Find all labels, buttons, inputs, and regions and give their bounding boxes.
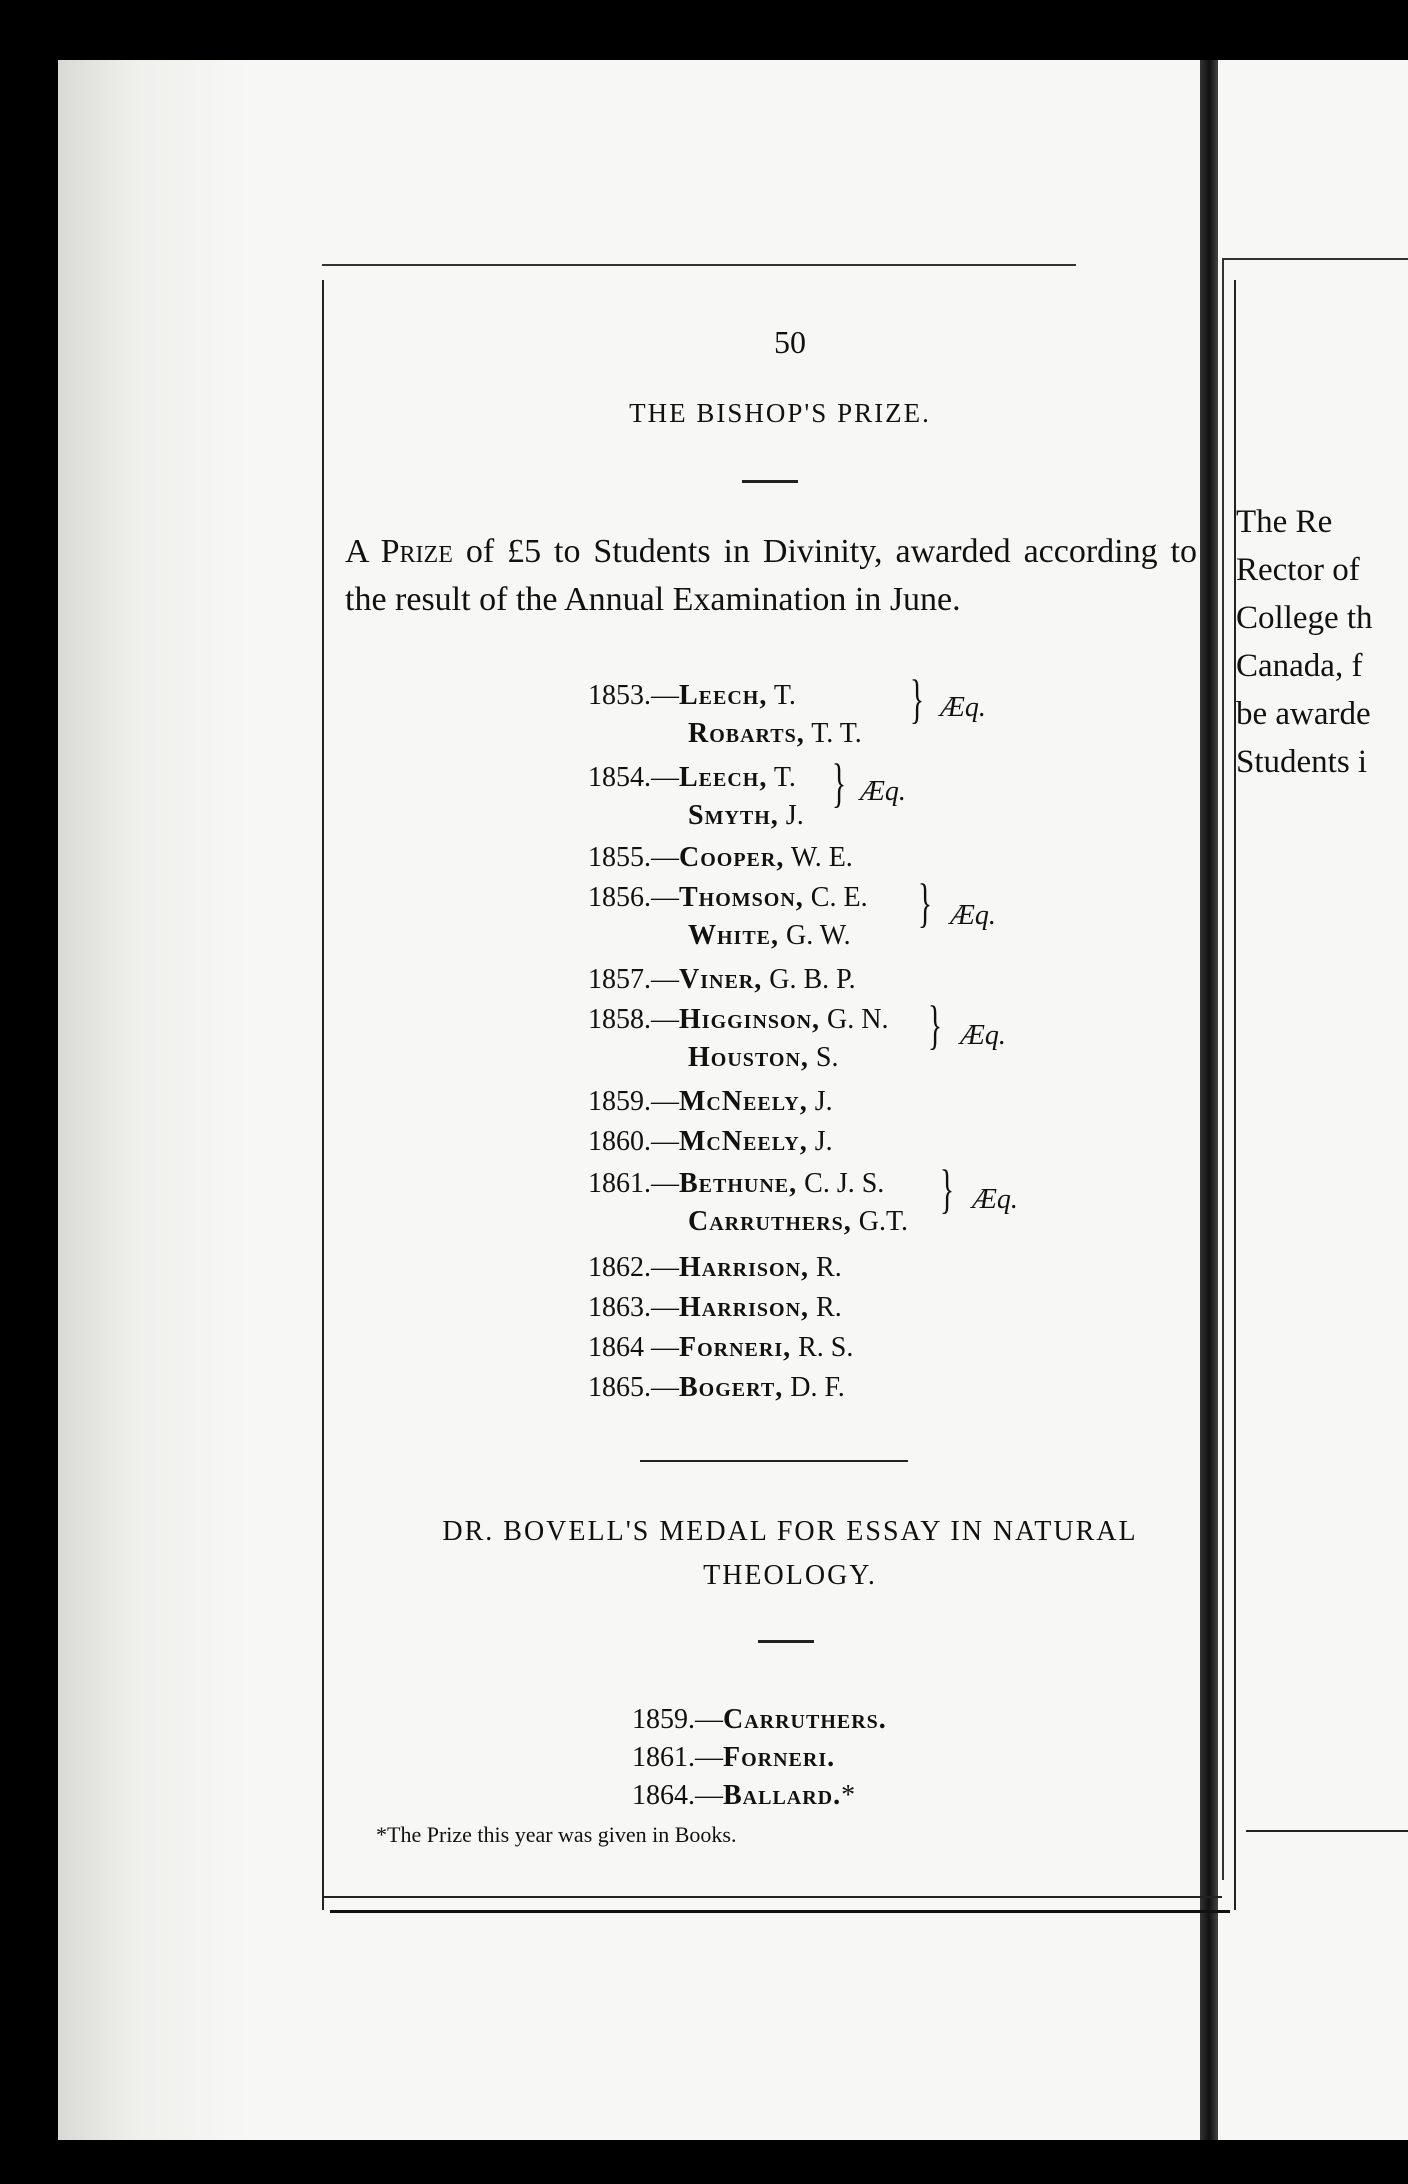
brace: }	[909, 669, 925, 729]
list-item: 1861.—Bethune, C. J. S.	[588, 1168, 885, 1199]
page-edge-shading	[58, 60, 248, 2140]
list-item: White, G. W.	[688, 920, 851, 951]
frame-bottom-rule-shadow	[330, 1910, 1230, 1913]
frame-top-rule	[322, 264, 1076, 266]
section-title: THE BISHOP'S PRIZE.	[629, 398, 931, 428]
list-item: 1863.—Harrison, R.	[588, 1292, 842, 1323]
medal-title	[380, 1510, 1200, 1598]
medal-title-divider	[758, 1640, 814, 1643]
list-item: Robarts, T. T.	[688, 718, 862, 749]
list-item: 1857.—Viner, G. B. P.	[588, 964, 856, 995]
list-item: 1864 —Forneri, R. S.	[588, 1332, 854, 1363]
list-item: 1864.—Ballard.*	[632, 1780, 856, 1811]
list-item: 1853.—Leech, T.	[588, 680, 796, 711]
list-item: 1854.—Leech, T.	[588, 762, 796, 793]
title-divider	[742, 480, 798, 483]
facing-page-frame	[1222, 260, 1408, 1880]
list-item: 1858.—Higginson, G. N.	[588, 1004, 889, 1035]
list-item: 1855.—Cooper, W. E.	[588, 842, 853, 873]
facing-text-line: Canada, f	[1236, 648, 1363, 684]
list-item: Smyth, J.	[688, 800, 804, 831]
medal-title-line-2: THEOLOGY.	[703, 1560, 877, 1591]
page-number: 50	[774, 324, 806, 360]
list-item: 1862.—Harrison, R.	[588, 1252, 842, 1283]
facing-text-line: College th	[1236, 600, 1373, 636]
list-item: Houston, S.	[688, 1042, 839, 1073]
intro-lead: A	[345, 533, 368, 570]
intro-prize-word: Prize	[380, 533, 453, 570]
facing-text-line: The Re	[1236, 504, 1333, 540]
facing-text-line: Rector of	[1236, 552, 1360, 588]
aeq-label: Æq.	[960, 1020, 1006, 1051]
frame-bottom-rule	[322, 1896, 1222, 1898]
footnote: *The Prize this year was given in Books.	[376, 1822, 737, 1847]
brace: }	[927, 995, 943, 1055]
aeq-label: Æq.	[860, 776, 906, 807]
brace: }	[939, 1159, 955, 1219]
list-item: 1860.—McNeely, J.	[588, 1126, 833, 1157]
list-item: 1859.—McNeely, J.	[588, 1086, 833, 1117]
list-item: 1856.—Thomson, C. E.	[588, 882, 868, 913]
intro-rest: of £5 to Students in Divinity, awarded according to the result of the Annual Examination in June.	[345, 533, 1198, 618]
facing-text-line: Students i	[1236, 744, 1368, 780]
intro-paragraph	[345, 528, 1197, 624]
aeq-label: Æq.	[950, 900, 996, 931]
list-item: 1859.—Carruthers.	[632, 1704, 887, 1735]
facing-text-line: be awarde	[1236, 696, 1371, 732]
section-divider	[640, 1460, 908, 1462]
aeq-label: Æq.	[972, 1184, 1018, 1215]
list-item: 1865.—Bogert, D. F.	[588, 1372, 845, 1403]
brace: }	[831, 753, 847, 813]
facing-frame-bottom-rule	[1246, 1830, 1408, 1832]
aeq-label: Æq.	[940, 692, 986, 723]
list-item: 1861.—Forneri.	[632, 1742, 836, 1773]
brace: }	[917, 873, 933, 933]
list-item: Carruthers, G.T.	[688, 1206, 909, 1237]
medal-title-line-1: DR. BOVELL'S MEDAL FOR ESSAY IN NATURAL	[442, 1516, 1138, 1547]
